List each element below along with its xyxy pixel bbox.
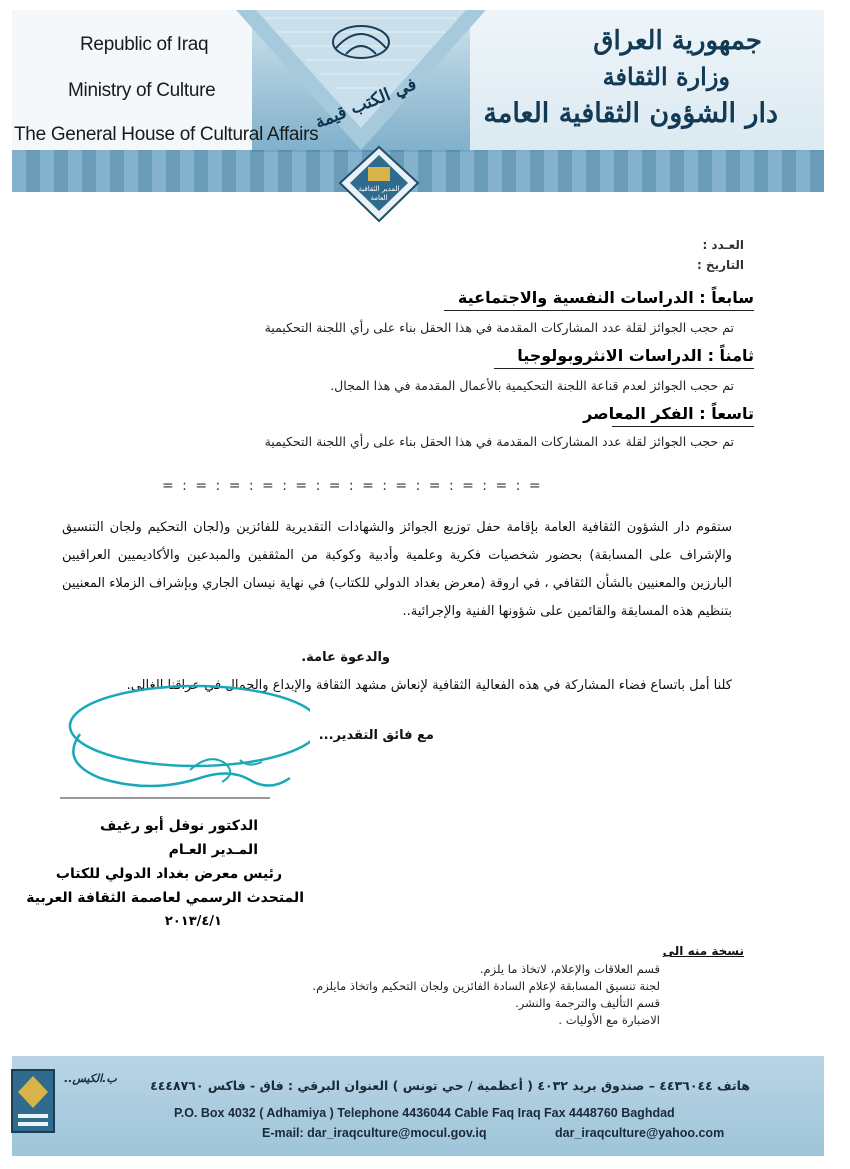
section-divider: = : = : = : = : = : = : = : = : = : = : = : = — [162, 478, 543, 494]
header-english-department: The General House of Cultural Affairs — [14, 124, 319, 145]
copies-heading: نسخة منه الى — [662, 944, 744, 958]
department-emblem-icon — [338, 145, 420, 223]
section-title-seventh: سابعاً : الدراسات النفسية والاجتماعية — [457, 288, 754, 307]
body-paragraph-hope: كلنا أمل باتساع فضاء المشاركة في هذه الفعالية الثقافية لإنعاش مشهد الثقافة والإبداع والجمال في عراقنا الغالي. — [126, 678, 732, 693]
section-underline — [494, 368, 754, 369]
footer-email-yahoo[interactable]: dar_iraqculture@yahoo.com — [555, 1126, 725, 1140]
body-paragraph-ceremony: ستقوم دار الشؤون الثقافية العامة بإقامة حفل توزيع الجوائز والشهادات التقديرية للفائزين و(لجان التحكيم ولجان التنسيق والإشراف على المسابقة) بحضور شخصيات فكرية وعلمية وأدبية وكوكبة من المثقفين والمبدعين والأكاديميين العراقيين البارزين والمعنيين بالشأن الثقافي ، في اروقة (معرض بغداد الدولي للكتاب) في نهاية نيسان الجاري وبإشراف الزملاء المعنيين بتنظيم هذه المسابقة والقائمين على شؤونها الفنية والإجرائية.. — [62, 520, 732, 619]
signature-date: ٢٠١٣/٤/١ — [164, 914, 222, 929]
invitation-line: والدعوة عامة. — [301, 650, 390, 665]
copies-item: قسم العلاقات والإعلام، لاتخاذ ما يلزم. — [479, 962, 660, 976]
emblem-caption: المدير الثقافية العامة — [358, 185, 400, 202]
section-title-eighth: ثامناً : الدراسات الانثروبولوجيا — [517, 346, 754, 365]
copies-item: لجنة تنسيق المسابقة لإعلام السادة الفائزين ولجان التحكيم واتخاذ مايلزم. — [312, 979, 660, 993]
footer-email-gov[interactable]: E-mail: dar_iraqculture@mocul.gov.iq — [262, 1126, 487, 1140]
header-arabic-country: جمهورية العراق — [593, 26, 762, 56]
reference-number-label: العـدد : — [702, 238, 744, 252]
signatory-role: رئيس معرض بغداد الدولي للكتاب — [55, 866, 282, 882]
section-title-ninth: تاسعاً : الفكر المعاصر — [583, 404, 754, 423]
section-underline — [612, 426, 754, 427]
signatory-spokesperson: المتحدث الرسمي لعاصمة الثقافة العربية — [26, 890, 304, 906]
copies-item: الاضبارة مع الأوليات . — [558, 1013, 660, 1027]
header-arabic-ministry: وزارة الثقافة — [602, 62, 730, 91]
section-underline — [444, 310, 754, 311]
copies-list — [180, 962, 660, 1027]
section-text-eighth: تم حجب الجوائز لعدم قناعة اللجنة التحكيمية بالأعمال المقدمة في هذا المجال. — [330, 378, 734, 393]
section-text-seventh: تم حجب الجوائز لقلة عدد المشاركات المقدمة في هذا الحقل بناء على رأي اللجنة التحكيمية — [264, 320, 734, 335]
footer-english-address: P.O. Box 4032 ( Adhamiya ) Telephone 4436044 Cable Faq Iraq Fax 4448760 Baghdad — [174, 1106, 675, 1120]
footer-arabic-address: هاتف ٤٤٣٦٠٤٤ – صندوق بريد ٤٠٣٢ ( أعظمية / حي تونس ) العنوان البرقي : فاق - فاكس ٤٤٤٨٧٦٠ — [150, 1078, 750, 1093]
signatory-name: الدكتور نوفل أبو رغيف — [100, 818, 258, 834]
typist-initials: ب.الكيس.. — [64, 1072, 117, 1085]
handwritten-signature-icon — [40, 682, 310, 812]
closing-greeting: مع فائق التقدير... — [318, 728, 434, 743]
copies-item: قسم التأليف والترجمة والنشر. — [515, 996, 660, 1010]
signatory-title: المـدير العـام — [168, 842, 258, 858]
header-arabic-department: دار الشؤون الثقافية العامة — [483, 98, 778, 129]
footer-emblem-icon — [10, 1068, 56, 1134]
section-text-ninth: تم حجب الجوائز لقلة عدد المشاركات المقدمة في هذا الحقل بناء على رأي اللجنة التحكيمية — [264, 434, 734, 449]
header-motto: في الكتب قيمة — [312, 74, 420, 134]
header-english-country: Republic of Iraq — [80, 34, 209, 55]
header-english-ministry: Ministry of Culture — [68, 80, 216, 101]
date-label: التاريخ : — [696, 258, 744, 272]
